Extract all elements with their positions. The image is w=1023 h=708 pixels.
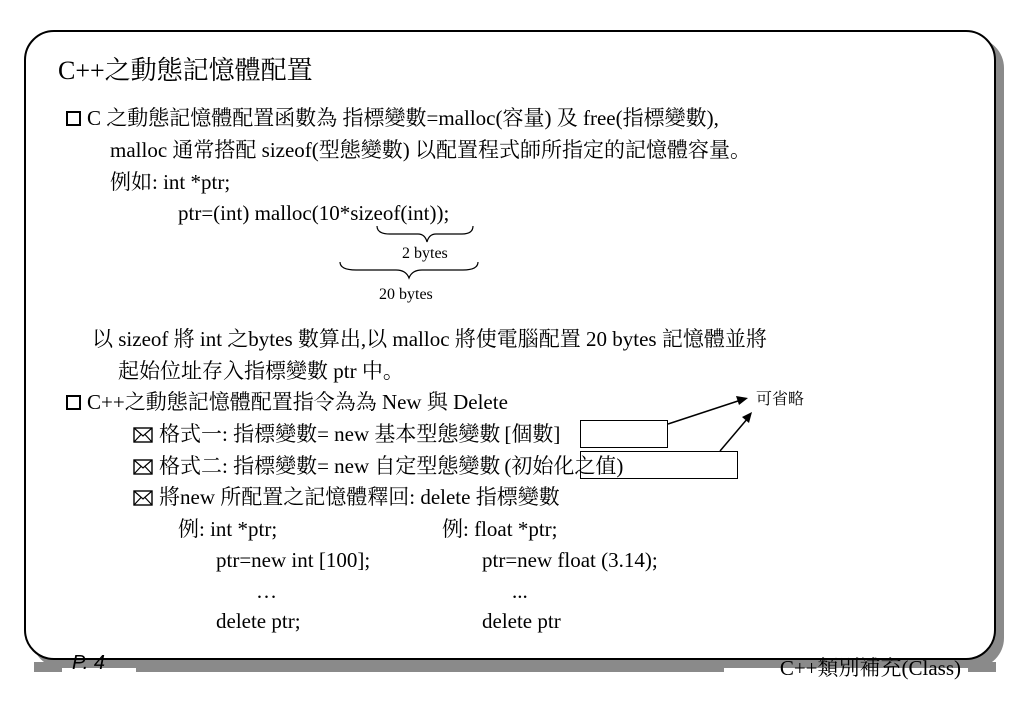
c-line4: ptr=(int) malloc(10*sizeof(int)); [178, 201, 450, 225]
arrow-head-2 [742, 412, 752, 423]
brace-small-label: 2 bytes [402, 245, 448, 262]
c-line2: malloc 通常搭配 sizeof(型態變數) 以配置程式師所指定的記憶體容量。 [110, 138, 752, 162]
arrow-line-2 [720, 418, 748, 451]
format2-boxed: (初始化之值) [504, 454, 624, 478]
footer-bar-right [968, 662, 996, 672]
arrow-line-1 [668, 400, 741, 424]
format2-text: 格式二: 指標變數= new 自定型態變數 [159, 454, 501, 478]
cpp-heading-text: C++之動態記憶體配置指令為為 New 與 Delete [87, 390, 508, 414]
slide-title: C++之動態記憶體配置 [58, 56, 313, 85]
brace-large-label: 20 bytes [379, 286, 433, 303]
brace-small [377, 226, 473, 242]
explain-line2: 起始位址存入指標變數 ptr 中。 [118, 359, 404, 383]
footer-course-title: C++類別補充(Class) [779, 656, 961, 680]
example-left-l2: ptr=new int [100]; [216, 548, 371, 572]
arrow-head-1 [736, 396, 748, 405]
c-line1-text: C 之動態記憶體配置函數為 指標變數=malloc(容量) 及 free(指標變數), [87, 106, 719, 130]
format3-text: 將new 所配置之記憶體釋回: delete 指標變數 [159, 485, 560, 509]
example-right-l4: delete ptr [482, 609, 561, 633]
example-right-l2: ptr=new float (3.14); [482, 548, 658, 572]
example-left-l3: … [256, 579, 277, 603]
c-line3: 例如: int *ptr; [110, 170, 231, 194]
example-left-l4: delete ptr; [216, 609, 301, 633]
format1-boxed: [個數] [504, 422, 561, 446]
brace-large [340, 262, 478, 278]
example-right-l3: ... [512, 579, 528, 603]
example-left-l1: 例: int *ptr; [178, 517, 278, 541]
example-right-l1: 例: float *ptr; [442, 517, 558, 541]
omit-note: 可省略 [756, 391, 805, 408]
explain-line1: 以 sizeof 將 int 之bytes 數算出,以 malloc 將使電腦配置 20 bytes 記憶體並將 [92, 327, 767, 351]
page-number: P. 4 [72, 652, 105, 674]
footer-bar-left [34, 662, 62, 672]
footer-bar-middle [136, 662, 724, 672]
format1-text: 格式一: 指標變數= new 基本型態變數 [159, 422, 501, 446]
